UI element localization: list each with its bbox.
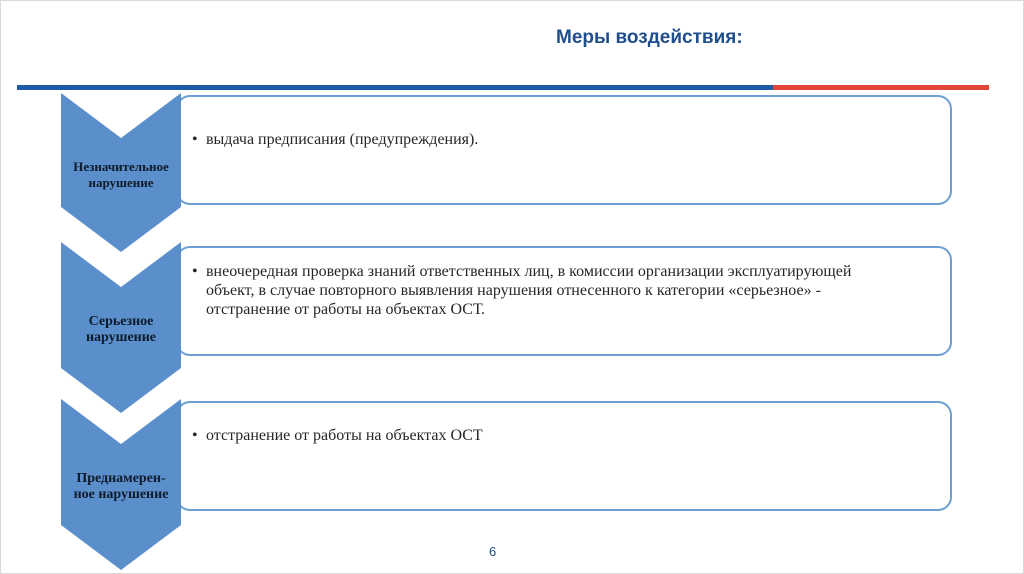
measure-label-line: Преднамерен- (76, 471, 166, 486)
measure-label-serious (61, 314, 181, 346)
header-rule-red (773, 85, 989, 90)
measure-box-serious (176, 246, 952, 356)
measure-label-minor (61, 159, 181, 191)
page-number: 6 (489, 544, 497, 559)
measure-bullet: • внеочередная проверка знаний ответственных лиц, в комиссии организации эксплуатирующей объект, в случае повторного выявления нарушения отнесенного к категории «серьезное» - отстранение от работы на объектах ОСТ. (192, 262, 882, 319)
measure-label-line: Серьезное (88, 314, 154, 329)
measure-box-intentional (176, 401, 952, 511)
measure-label-line: ное нарушение (73, 487, 169, 502)
measure-label-intentional (61, 471, 181, 503)
measure-label-line: Незначительное (73, 159, 169, 174)
measure-bullets-serious (192, 262, 882, 319)
measure-bullets-intentional (192, 426, 932, 445)
measure-label-line: нарушение (88, 175, 154, 190)
measure-label-line: нарушение (85, 330, 157, 345)
measure-bullets-minor (192, 130, 932, 149)
measure-box-minor (176, 95, 952, 205)
measure-bullet: • отстранение от работы на объектах ОСТ (192, 426, 932, 445)
measure-bullet: • выдача предписания (предупреждения). (192, 130, 932, 149)
slide-title: Меры воздействия: (556, 27, 743, 48)
